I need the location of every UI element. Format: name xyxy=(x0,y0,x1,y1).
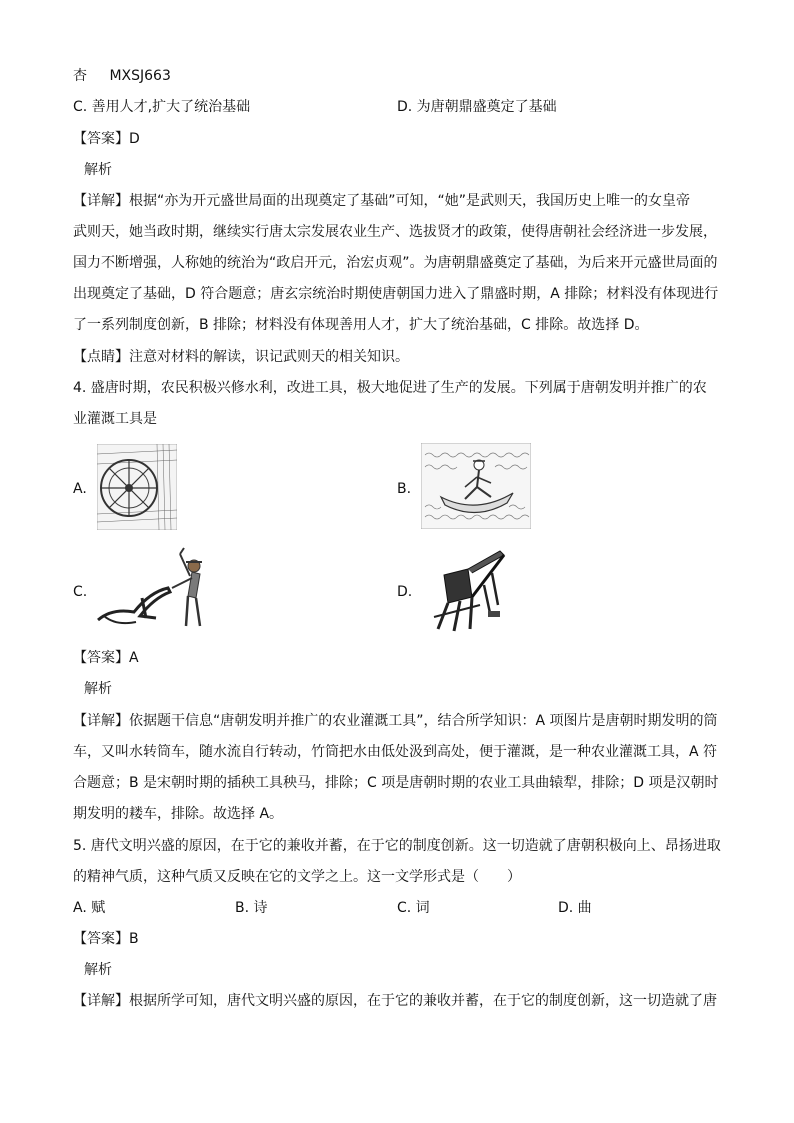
q5-detail xyxy=(73,986,723,1017)
q4-detail xyxy=(73,706,723,830)
q3-detail-line: 【详解】根据“亦为开元盛世局面的出现奠定了基础”可知，“她”是武则天，我国历史上唯一的女皇帝 xyxy=(73,193,691,209)
q5-stem-line: 5. 唐代文明兴盛的原因，在于它的兼收并蓄，在于它的制度创新。这一切造就了唐朝积极向上、昂扬进取 xyxy=(73,838,721,854)
q4-option-d-label: D. xyxy=(397,584,413,600)
rice-seedling-horse-illustration xyxy=(421,443,531,529)
q5-detail-line: 【详解】根据所学可知，唐代文明兴盛的原因，在于它的兼收并蓄，在于它的制度创新，这一切造就了唐 xyxy=(73,993,717,1009)
q5-stem xyxy=(73,831,723,893)
q3-detail-line: 了一系列制度创新，B 排除；材料没有体现善用人才，扩大了统治基础，C 排除。故选择 D。 xyxy=(73,317,649,333)
q5-stem-line: 的精神气质，这种气质又反映在它的文学之上。这一文学形式是（ ） xyxy=(73,869,521,885)
q4-option-b-label: B. xyxy=(397,481,412,497)
curved-plow-illustration xyxy=(96,546,216,632)
q4-option-c-label: C. xyxy=(73,584,88,600)
q4-option-a-label: A. xyxy=(73,481,87,497)
q3-detail-line: 武则天，她当政时期，继续实行唐太宗发展农业生产、选拔贤才的政策，使得唐朝社会经济进一步发展， xyxy=(73,224,717,240)
q4-answer: 【答案】A xyxy=(73,650,139,666)
q3-option-c: C. 善用人才,扩大了统治基础 xyxy=(73,99,251,115)
q3-analysis-heading: 解析 xyxy=(84,162,112,178)
q4-stem-line: 业灌溉工具是 xyxy=(73,411,157,427)
q4-detail-line: 期发明的耧车，排除。故选择 A。 xyxy=(73,806,284,822)
top-line xyxy=(73,66,171,86)
waterwheel-illustration xyxy=(97,444,177,530)
q5-option-b: B. 诗 xyxy=(235,900,268,916)
q4-stem xyxy=(73,373,723,435)
rice-seedling-horse-image xyxy=(421,443,531,529)
q3-answer: 【答案】D xyxy=(73,131,140,147)
q5-analysis-heading: 解析 xyxy=(84,962,112,978)
top-line-char: 杏 xyxy=(73,68,87,84)
q3-detail-line: 国力不断增强，人称她的统治为“政启开元，治宏贞观”。为唐朝鼎盛奠定了基础，为后来开元盛世局面的 xyxy=(73,255,718,271)
q4-detail-line: 车，又叫水转筒车，随水流自行转动，竹筒把水由低处汲到高处，便于灌溉，是一种农业灌溉工具，A 符 xyxy=(73,744,718,760)
q4-analysis-heading: 解析 xyxy=(84,681,112,697)
q5-option-d: D. 曲 xyxy=(558,900,592,916)
q3-option-d: D. 为唐朝鼎盛奠定了基础 xyxy=(397,99,557,115)
q3-detail-line: 出现奠定了基础，D 符合题意；唐玄宗统治时期使唐朝国力进入了鼎盛时期，A 排除；材料没有体现进行 xyxy=(73,286,719,302)
waterwheel-image xyxy=(97,444,177,530)
q5-option-a: A. 赋 xyxy=(73,900,106,916)
seed-drill-illustration xyxy=(424,545,514,635)
q4-detail-line: 【详解】依据题干信息“唐朝发明并推广的农业灌溉工具”，结合所学知识：A 项图片是唐朝时期发明的筒 xyxy=(73,713,718,729)
q3-note: 【点睛】注意对材料的解读，识记武则天的相关知识。 xyxy=(73,349,409,365)
q4-stem-line: 4. 盛唐时期，农民积极兴修水利，改进工具，极大地促进了生产的发展。下列属于唐朝发明并推广的农 xyxy=(73,380,707,396)
top-line-code: MXSJ663 xyxy=(109,68,171,84)
q4-detail-line: 合题意；B 是宋朝时期的插秧工具秧马，排除；C 项是唐朝时期的农业工具曲辕犁，排除；D 项是汉朝时 xyxy=(73,775,719,791)
curved-plow-image xyxy=(96,546,216,632)
q5-option-c: C. 词 xyxy=(397,900,430,916)
q5-answer: 【答案】B xyxy=(73,931,139,947)
seed-drill-image xyxy=(424,545,514,635)
q3-detail xyxy=(73,186,723,341)
